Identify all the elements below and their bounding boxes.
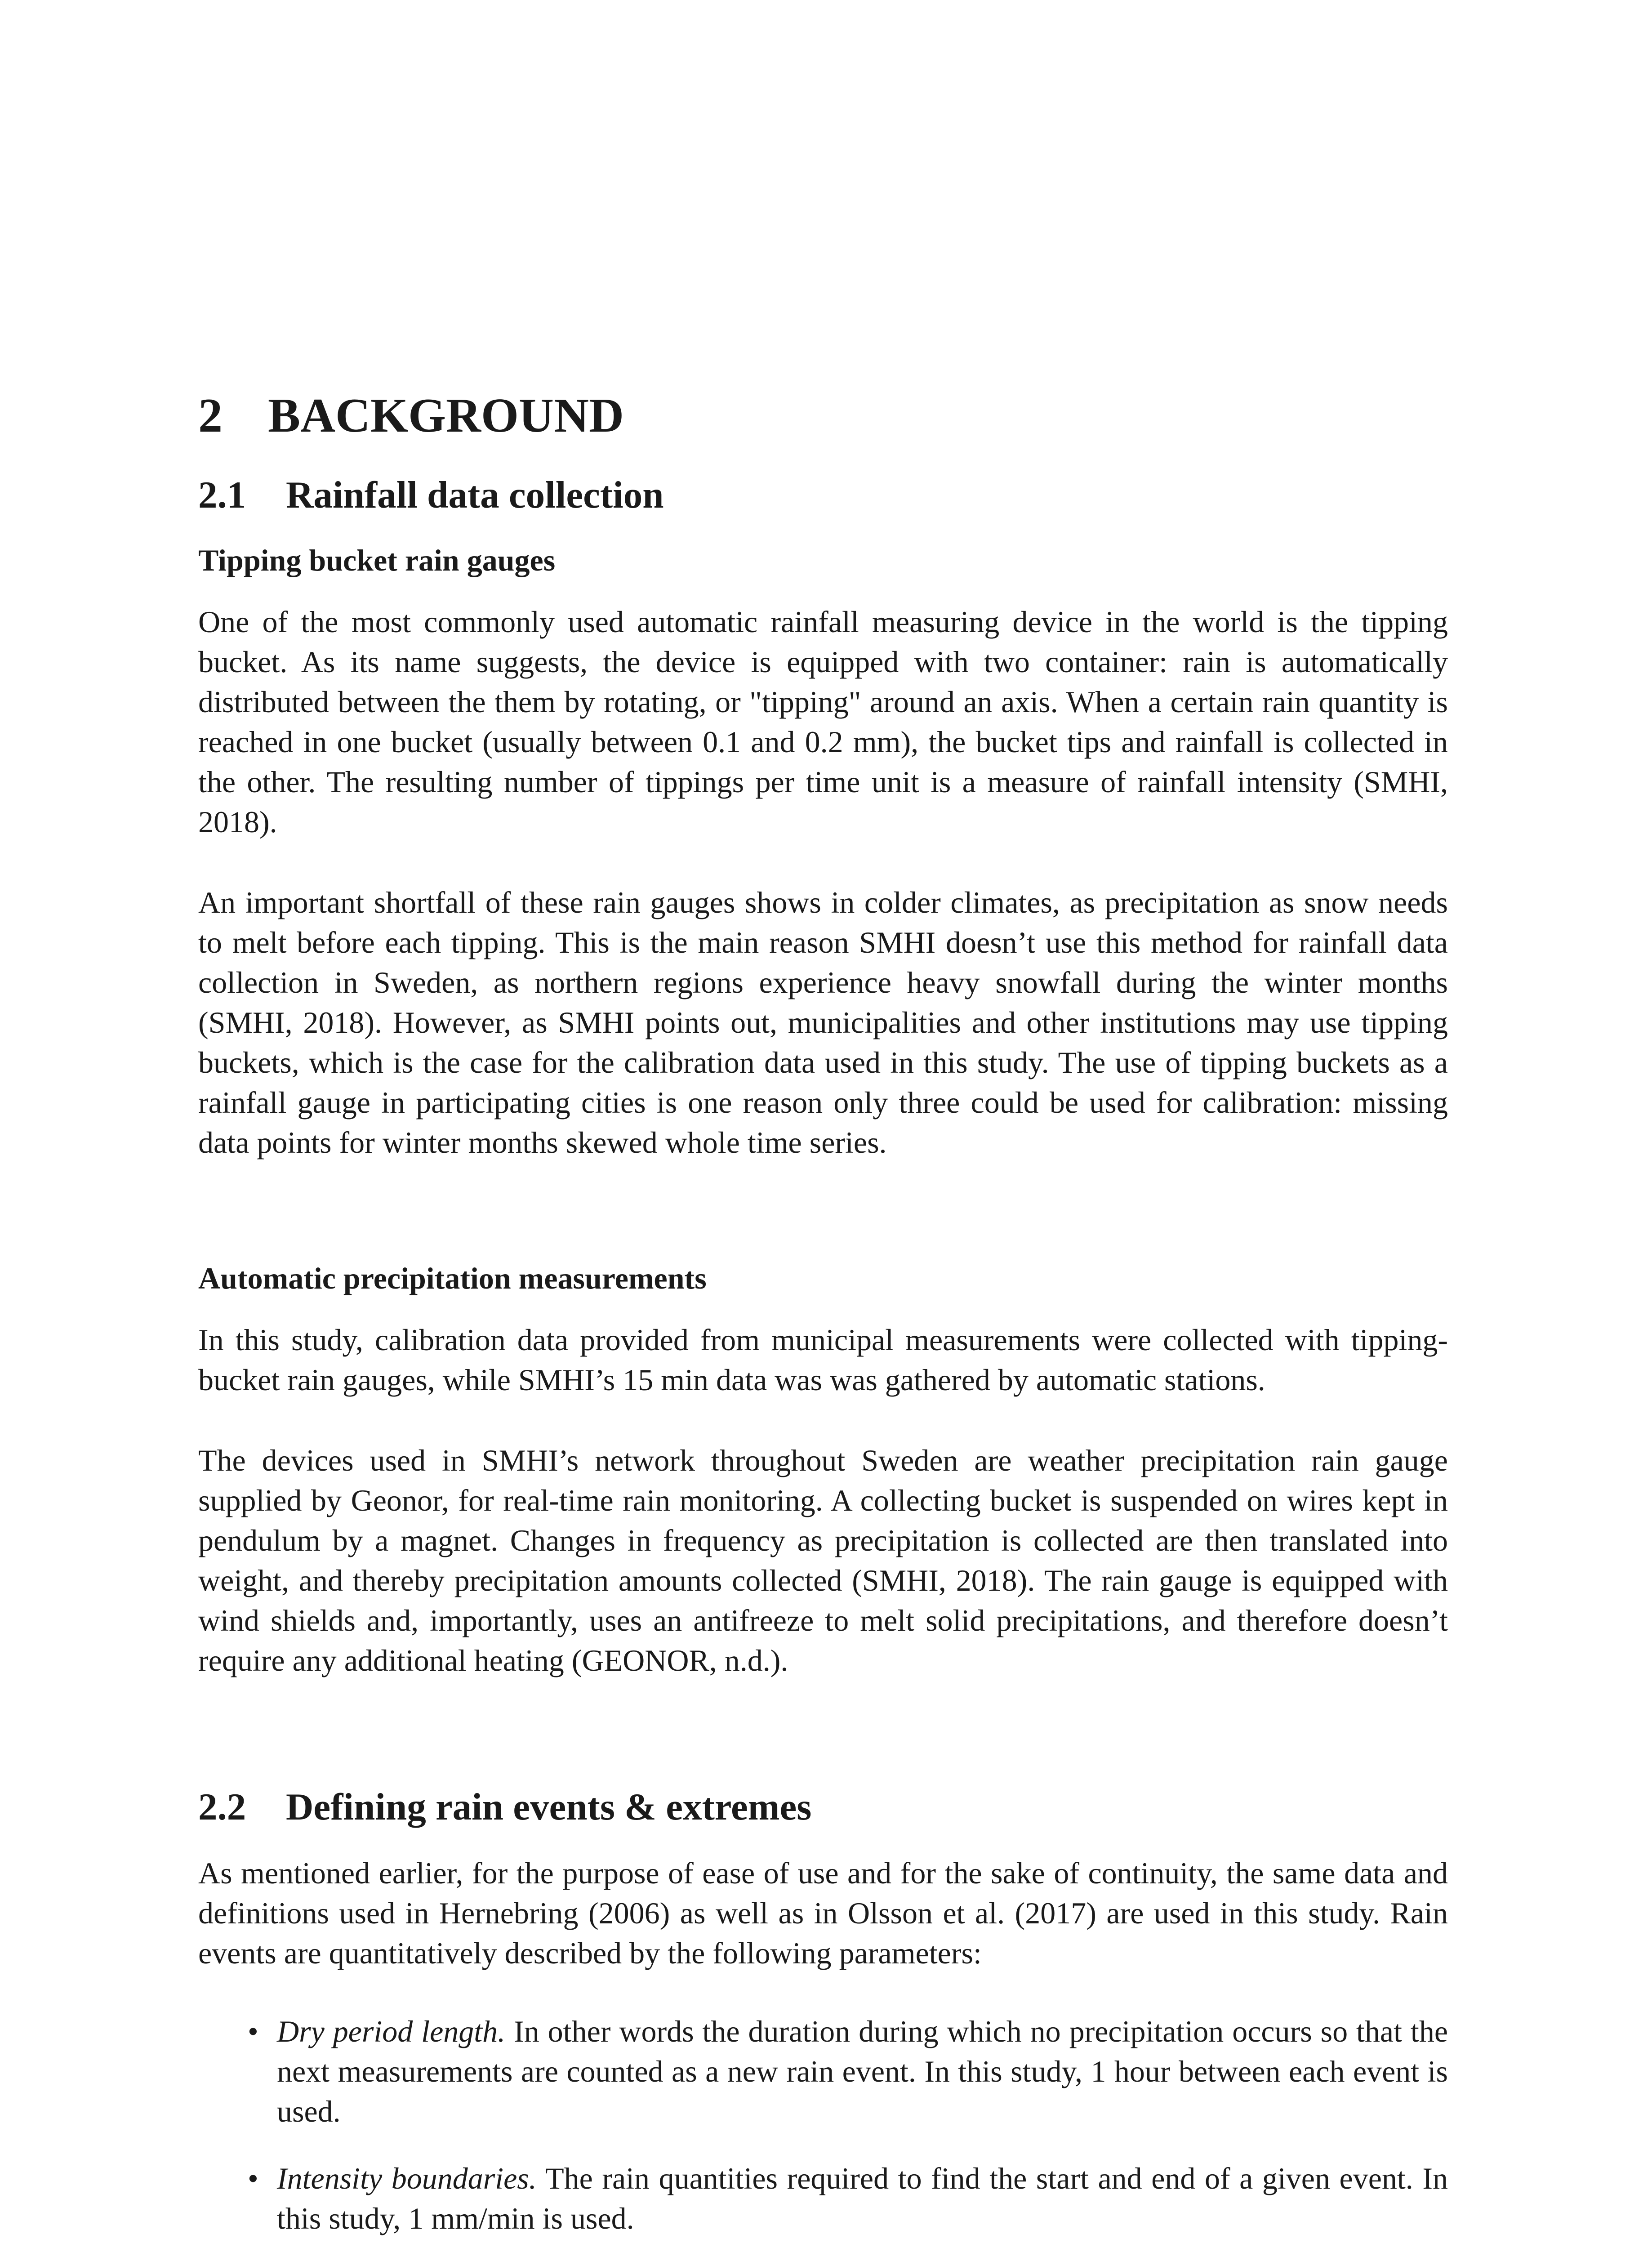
section-title-2-1: [198, 472, 1448, 518]
section-number: 2.1: [198, 473, 246, 516]
chapter-title: [198, 387, 1448, 445]
parameter-description: The rain quantities required to find the start and end of a given event. In this study, 1 mm/min is used.: [277, 2161, 1448, 2235]
subheading-automatic-measurements: Automatic precipitation measurements: [198, 1261, 707, 1295]
document-page: [198, 387, 1448, 2248]
section-number: 2.2: [198, 1785, 246, 1828]
paragraph-tipping-bucket-description: One of the most commonly used automatic rainfall measuring device in the world is the tipping bucket. As its name suggests, the device is equipped with two container: rain is automatically distributed between the them by rotating, or "tipping" around an axis. When a certain rain quantity is reached in one bucket (usually between 0.1 and 0.2 mm), the bucket tips and rainfall is collected in the other. The resulting number of tippings per time unit is a measure of rainfall intensity (SMHI, 2018).: [198, 604, 1448, 839]
chapter-number: 2: [198, 389, 223, 442]
list-item: [198, 2012, 1448, 2132]
paragraph-rain-events-intro: As mentioned earlier, for the purpose of ease of use and for the sake of continuity, the same data and definitions used in Hernebring (2006) as well as in Olsson et al. (2017) are used in this study. Rain events are quantitatively described by the following parameters:: [198, 1855, 1448, 1970]
parameter-description: In other words the duration during which no precipitation occurs so that the next measurements are counted as a new rain event. In this study, 1 hour between each event is used.: [277, 2014, 1448, 2128]
parameter-list: [198, 2012, 1448, 2239]
bullet-icon: •: [248, 2014, 258, 2048]
section-title-text: Defining rain events & extremes: [286, 1785, 812, 1828]
parameter-term: Dry period length.: [277, 2014, 506, 2048]
paragraph-geonor-devices: The devices used in SMHI’s network throughout Sweden are weather precipitation rain gauge supplied by Geonor, for real-time rain monitoring. A collecting bucket is suspended on wires kept in pendulum by a magnet. Changes in frequency as precipitation is collected are then translated into weight, and thereby precipitation amounts collected (SMHI, 2018). The rain gauge is equipped with wind shields and, importantly, uses an antifreeze to melt solid precipitations, and therefore doesn’t require any additional heating (GEONOR, n.d.).: [198, 1443, 1448, 1677]
section-title-2-2: [198, 1784, 1448, 1830]
chapter-title-text: BACKGROUND: [268, 389, 624, 442]
bullet-icon: •: [248, 2161, 258, 2195]
paragraph-calibration-data: In this study, calibration data provided from municipal measurements were collected with tipping-bucket rain gauges, while SMHI’s 15 min data was was gathered by automatic stations.: [198, 1322, 1448, 1397]
section-title-text: Rainfall data collection: [286, 473, 664, 516]
list-item: [198, 2159, 1448, 2239]
paragraph-tipping-bucket-shortfall: An important shortfall of these rain gauges shows in colder climates, as precipitation as snow needs to melt before each tipping. This is the main reason SMHI doesn’t use this method for rainfall data collection in Sweden, as northern regions experience heavy snowfall during the winter months (SMHI, 2018). However, as SMHI points out, municipalities and other institutions may use tipping buckets, which is the case for the calibration data used in this study. The use of tipping buckets as a rainfall gauge in participating cities is one reason only three could be used for calibration: missing data points for winter months skewed whole time series.: [198, 885, 1448, 1160]
subheading-tipping-bucket: Tipping bucket rain gauges: [198, 543, 556, 577]
parameter-term: Intensity boundaries.: [277, 2161, 537, 2195]
